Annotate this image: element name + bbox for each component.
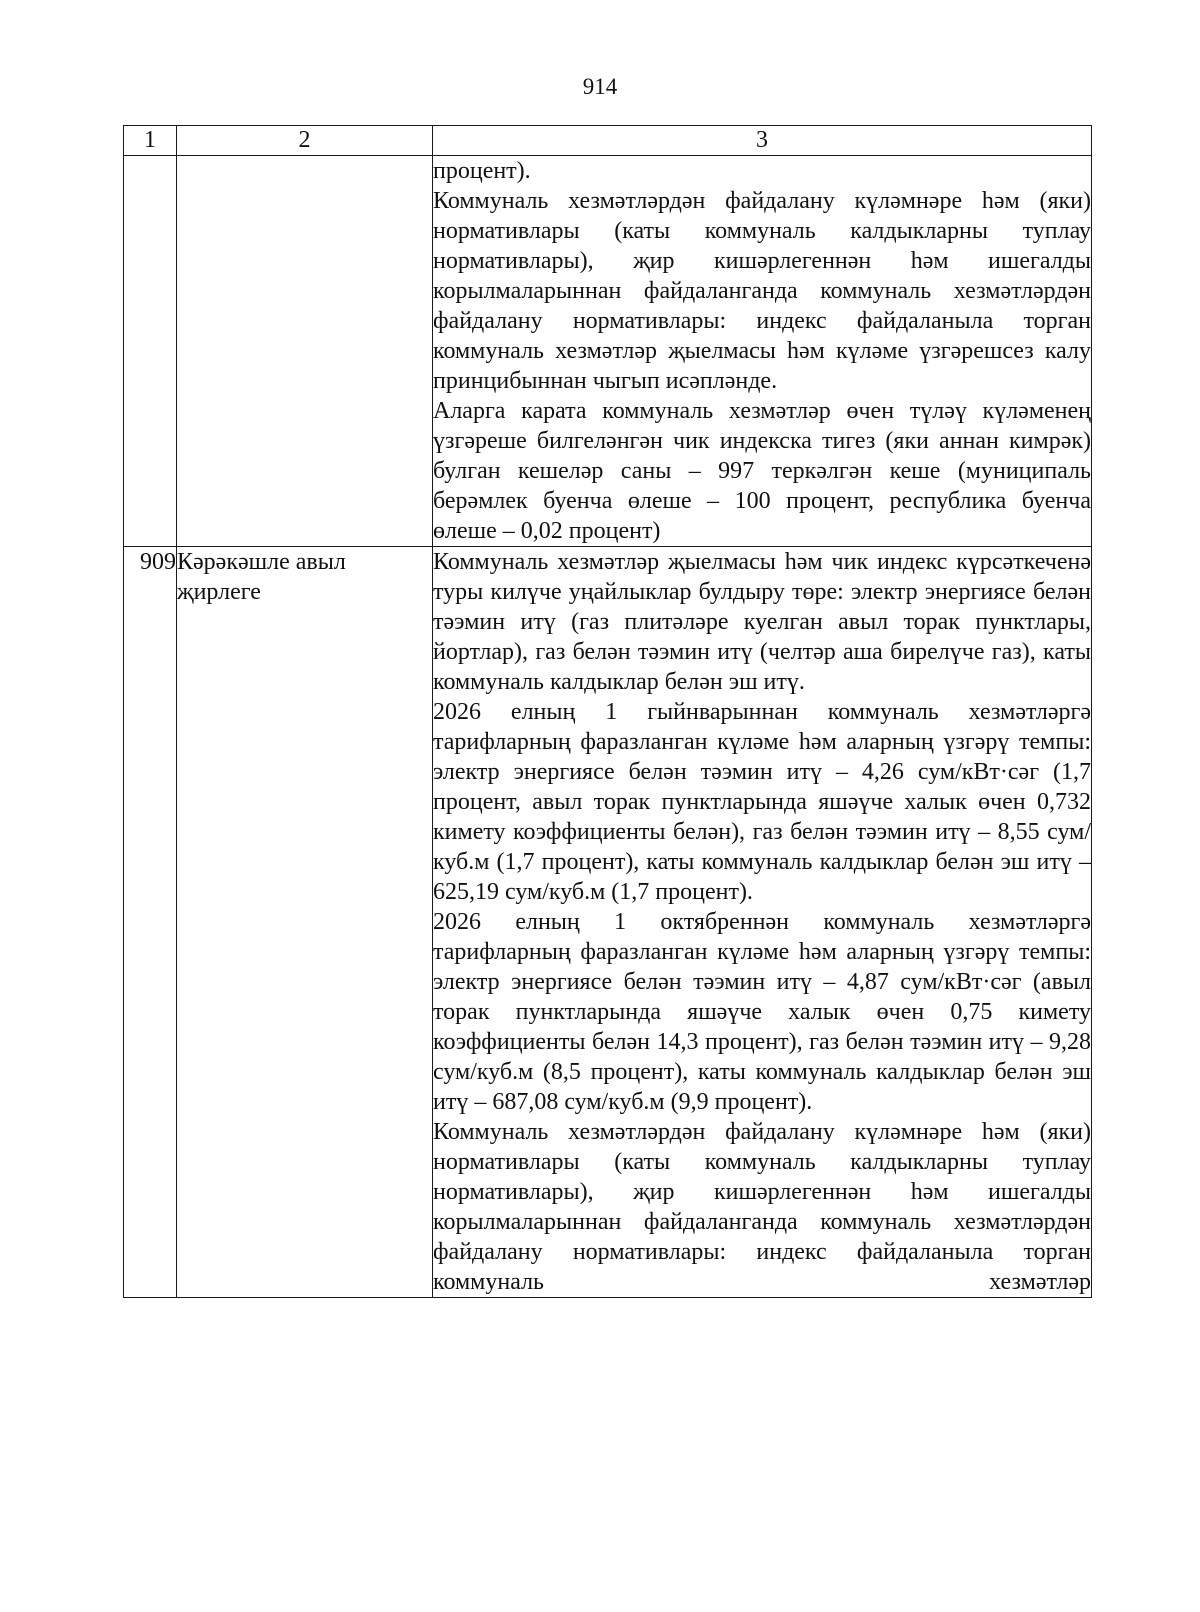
- paragraph: 2026 елның 1 гыйнварыннан коммуналь хезмәтләргә тарифларның фаразланган күләме һәм аларның үзгәрү темпы: электр энергиясе белән тәэмин итү – 4,26 сум/кВт·сәг (1,7 процент, авыл торак пунктларында яшәүче халык өчен 0,732 кимету коэффициенты белән), газ белән тәэмин итү – 8,55 сум/куб.м (1,7 процент), каты коммуналь калдыклар белән эш итү – 625,19 сум/куб.м (1,7 процент).: [433, 699, 1091, 905]
- table-row: [124, 156, 1092, 547]
- column-header-3: 3: [433, 126, 1092, 156]
- page-number: 914: [582, 74, 618, 99]
- table-header-row: [124, 126, 1092, 156]
- row-content-cell: [433, 156, 1092, 547]
- row-name-cell: Кәрәкәшле авыл җирлеге: [177, 547, 433, 1298]
- column-header-1: 1: [124, 126, 177, 156]
- paragraph: Коммуналь хезмәтләр җыелмасы һәм чик индекс күрсәткеченә туры килүче уңайлыклар булдыру төре: электр энергиясе белән тәэмин итү (газ плитәләре куелган авыл торак пунктлары, йортлар), газ белән тәэмин итү (челтәр аша бирелүче газ), каты коммуналь калдыклар белән эш итү.: [433, 549, 1091, 695]
- row-number-cell: [124, 156, 177, 547]
- row-number-cell: 909: [124, 547, 177, 1298]
- paragraph: процент).: [433, 158, 531, 184]
- data-table: [123, 125, 1092, 1298]
- paragraph: Аларга карата коммуналь хезмәтләр өчен түләү күләменең үзгәреше билгеләнгән чик индекска тигез (яки аннан кимрәк) булган кешеләр саны – 997 теркәлгән кеше (муниципаль берәмлек буенча өлеше – 100 процент, республика буенча өлеше – 0,02 процент): [433, 398, 1091, 544]
- column-header-2: 2: [177, 126, 433, 156]
- table-row: [124, 547, 1092, 1298]
- paragraph: Коммуналь хезмәтләрдән файдалану күләмнәре һәм (яки) нормативлары (каты коммуналь калдыкларны туплау нормативлары), җир кишәрлегеннән һәм ишегалды корылмаларыннан файдаланганда коммуналь хезмәтләрдән файдалану нормативлары: индекс файдаланыла торган коммуналь хезмәтләр: [433, 1119, 1091, 1295]
- row-name-cell: [177, 156, 433, 547]
- paragraph: Коммуналь хезмәтләрдән файдалану күләмнәре һәм (яки) нормативлары (каты коммуналь калдыкларны туплау нормативлары), җир кишәрлегеннән һәм ишегалды корылмаларыннан файдаланганда коммуналь хезмәтләрдән файдалану нормативлары: индекс файдаланыла торган коммуналь хезмәтләр җыелмасы һәм күләме үзгәрешсез калу принцибыннан чыгып исәпләнде.: [433, 188, 1091, 394]
- paragraph: 2026 елның 1 октябреннән коммуналь хезмәтләргә тарифларның фаразланган күләме һәм аларның үзгәрү темпы: электр энергиясе белән тәэмин итү – 4,87 сум/кВт·сәг (авыл торак пунктларында яшәүче халык өчен 0,75 кимету коэффициенты белән 14,3 процент), газ белән тәэмин итү – 9,28 сум/куб.м (8,5 процент), каты коммуналь калдыклар белән эш итү – 687,08 сум/куб.м (9,9 процент).: [433, 909, 1091, 1115]
- row-content-cell: [433, 547, 1092, 1298]
